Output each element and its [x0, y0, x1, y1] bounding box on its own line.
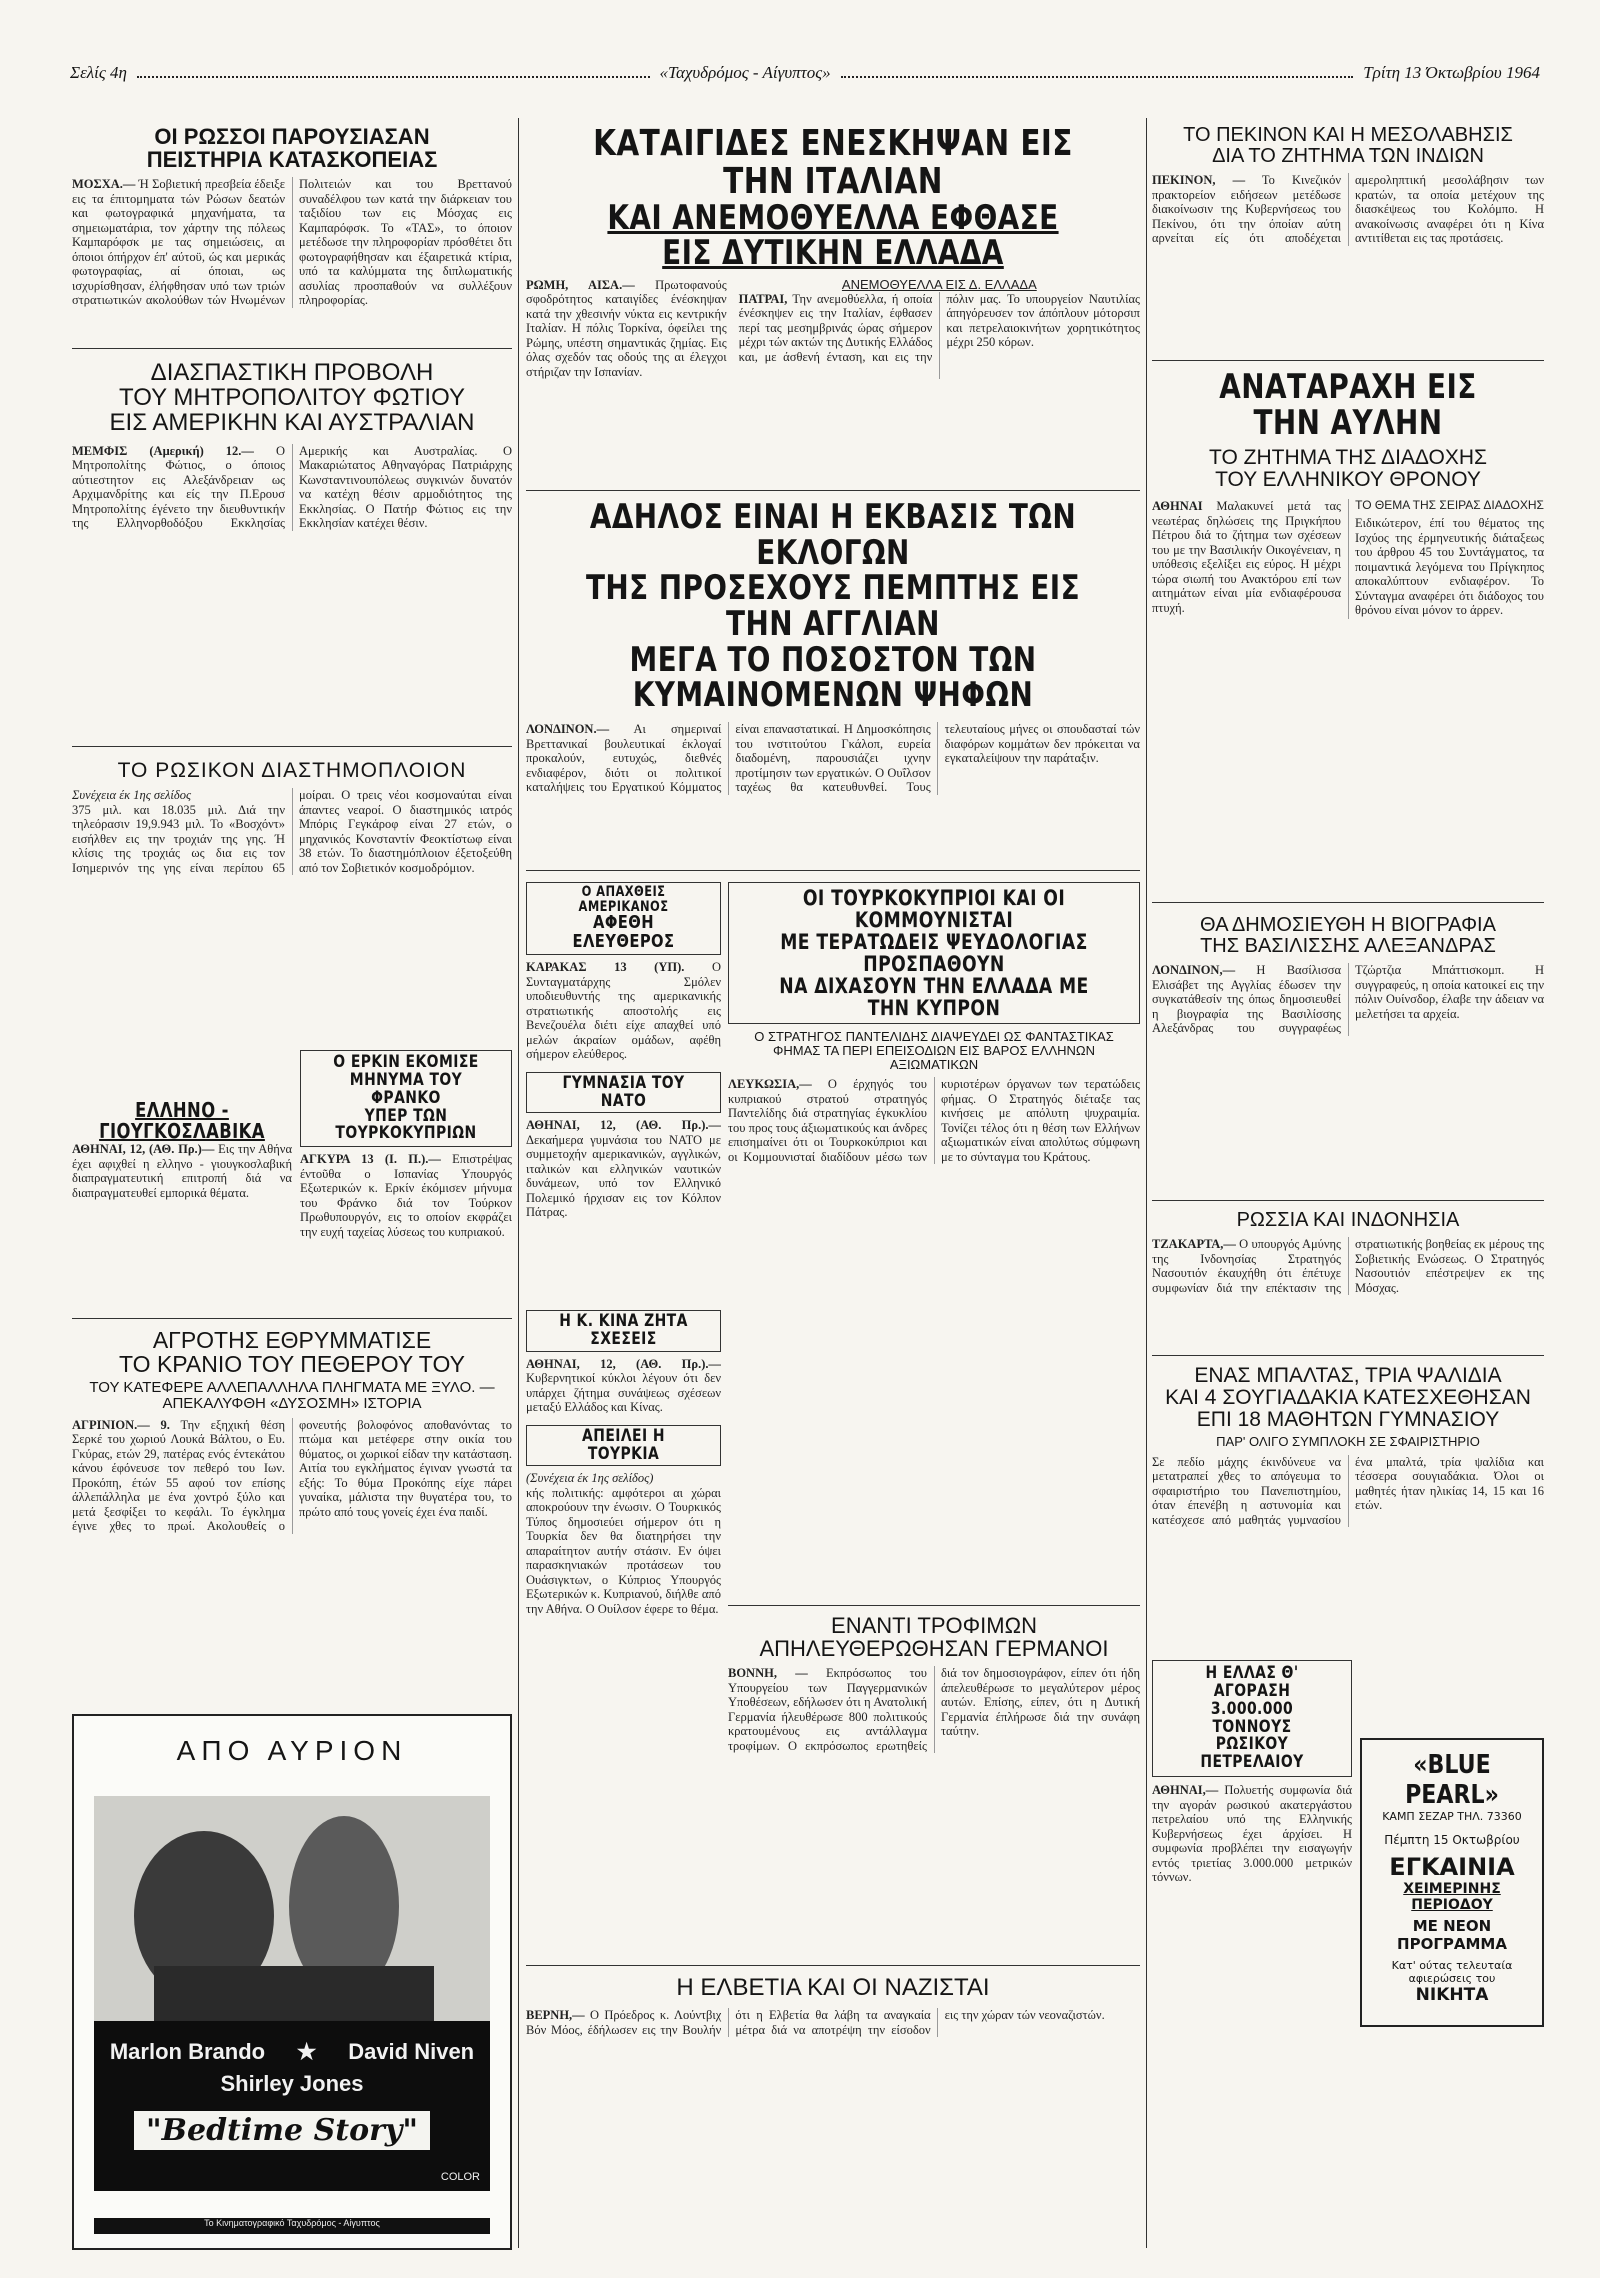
article-body — [728, 1077, 1140, 1164]
article-body — [72, 1418, 512, 1534]
dateline: ΑΓΚΥΡΑ 13 (Ι. Π.).— — [300, 1152, 441, 1167]
headline: ΤΟ ΠΕΚΙΝΟΝ ΚΑΙ Η ΜΕΣΟΛΑΒΗΣΙΣ — [1183, 125, 1513, 146]
article-text: Η Βασίλισσα Ελισάβετ της Αγγλίας έδωσεν την συγκατάθεσίν της όπως δημοσιευθεί η βιογραφία της Βασιλίσσης Αλεξάνδρας του συγγραφέως Τζώρτζια Μπάττισκομπ. Η συγγραφεύς, η οποία κατοικεί εις την πόλιν Ουίνσδορ, έλαβε την άδειαν να μελετήσει τα αρχεία. — [1152, 963, 1544, 1035]
article-text: Επιστρέψας έντοῦθα ο Ισπανίας Υπουργός Εξωτερικών κ. Ερκίν έκόμισεν μήνυμα του Φράνκο διά τον Τούρκον Πρωθυπουργόν, εις το οποίον εκφράζει την ευχή ταχείας λύσεως του κυπριακού. — [300, 1152, 512, 1239]
section-rule — [728, 1605, 1140, 1606]
article-text: Δεκαήμερα γυμνάσια του ΝΑΤΟ με συμμετοχήν αμερικανικών, αγγλικών, ιταλικών και ελληνικών ναυτικών δυνάμεων, υπό τον Ελληνικό Πολεμικό ήρχισαν εις τον Κόλπον Πάτρας. — [526, 1132, 721, 1220]
dateline: ΠΕΚΙΝΟΝ, — — [1152, 173, 1246, 187]
headline: ΜΗΝΥΜΑ ΤΟΥ ΦΡΑΝΚΟ — [349, 1069, 463, 1108]
article-text: Εκπρόσωπος του Υπουργείου των Παγγερμανικών Υποθέσεων, εδήλωσεν ότι η Ανατολική Γερμανία ήλευθέρωσε 800 πολιτικούς κρατουμένους εις αντάλλαγμα τροφίμων. Ο εκπρόσωπος ερωτηθείς διά τον δημοσιογράφον, είπεν ότι ήδη άπελευθέρωσε το μεγαλύτερον μέρος αυτών. Επίσης, είπεν, ότι η Δυτική Γερμανία έπλήρωσε διά την συνάφη ταύτην. — [728, 1666, 1140, 1753]
article-text: 375 μιλ. και 18.035 μιλ. Διά την τηλεόρασιν 19,9.943 μιλ. Το «Βοσχόντ» εισήλθεν εις την τροχιάν της γης. Ή κλίσις της τροχιάς ως δια εις τον Ισημερινόν της γης είναι περίπου 65 μοίραι. Ο τρεις νέοι κοσμοναύται είναι άπαντες νεαροί. Ο διαστημικός ιατρός Μπόρις Γεγκάροφ είναι 27 ετών, ο μηχανικός Κονσταντίν Φεοκτίστωφ είναι 38 ετών. Το διαστημόπλοιον έξετοξεύθη από τον Σοβιετικόν κοσμοδρόμιον. — [72, 788, 512, 875]
article-storms-italy — [526, 125, 1140, 485]
article-greek-yugoslav — [72, 1100, 292, 1290]
ad-footer-strip: Το Κινηματογραφικό Ταχυδρόμος - Αίγυπτος — [94, 2218, 490, 2234]
article-text: Την ανεμοθύελλα, ή οποία ένέσκηψεν εις την Ιταλίαν, έφθασεν περί τας μεσημβρινάς ώρας σήμερον μέχρι τών ακτών της Δυτικής Ελλάδος και, με άσθενή ένταση, και εις την πόλιν μας. Το υπουργείον Ναυτιλίας άπηγόρευσεν τον άπόπλουν μότορσιπ και πετρελαιοκινήτων χορητικότητος μέχρι 250 κόρων. — [738, 291, 1140, 364]
headline: Ο ΑΠΑΧΘΕΙΣ ΑΜΕΡΙΚΑΝΟΣ — [578, 884, 669, 915]
actor-name: David Niven — [348, 2039, 475, 2064]
section-rule — [526, 490, 1140, 491]
headline: ΟΙ ΡΩΣΣΟΙ ΠΑΡΟΥΣΙΑΣΑΝ — [154, 125, 430, 149]
headline: ΑΝΑΤΑΡΑΧΗ ΕΙΣ ΤΗΝ ΑΥΛΗΝ — [1219, 370, 1477, 443]
article-text: Σε πεδίο μάχης έκινδύνευε να μετατραπεί χθες το απόγευμα το σφαιριστήριο του Πανεπιστημίου, όταν έπενέβη η αστυνομία και κατέσχεσε από μαθητάς γυμνασίου ένα μπαλτά, τρία ψαλίδια και τέσσερα σουγιαδάκια. Όλοι οι μαθητές ήταν ηλικίας 14, 15 και 16 ετών. — [1152, 1454, 1544, 1527]
headline: 3.000.000 ΤΟΝΝΟΥΣ — [1210, 1698, 1294, 1737]
article-soviet-spaceship — [72, 760, 512, 1090]
headline: ΜΕΓΑ ΤΟ ΠΟΣΟΣΤΟΝ ΤΩΝ ΚΥΜΑΙΝΟΜΕΝΩΝ ΨΗΦΩΝ — [629, 639, 1037, 716]
article-peking-mediation — [1152, 125, 1544, 355]
headline: ΑΔΗΛΟΣ ΕΙΝΑΙ Η ΕΚΒΑΣΙΣ ΤΩΝ ΕΚΛΟΓΩΝ — [589, 500, 1077, 573]
article-text: κής πολιτικής: αμφότεροι αι χώραι αποκρούουν την ένωσιν. Ο Τουρκικός Τύπος δημοσιεύει σήμερον ότι η Τουρκία δεν θα διατηρήσει την απαραίτητον αυτήν στάσιν. Εν όψει παρασκηνιακών προτάσεων του Ουάσιγκτων, ο Κύπριος Υπουργός Εξωτερικών κ. Κυπριανού, διήλθε από την Αθήνα. Ο Ουίλσον έφερε το θέμα. — [526, 1485, 721, 1616]
article-body — [1152, 1783, 1352, 1885]
subheadline: ΤΟ ΘΕΜΑ ΤΗΣ ΣΕΙΡΑΣ ΔΙΑΔΟΧΗΣ — [1355, 498, 1544, 513]
section-rule — [1152, 1355, 1544, 1356]
article-russia-indonesia — [1152, 1210, 1544, 1350]
headline: ΚΑΙ 4 ΣΟΥΓΙΑΔΑΚΙΑ ΚΑΤΕΣΧΕΘΗΣΑΝ — [1165, 1386, 1531, 1410]
star-icon: ★ — [296, 2039, 317, 2064]
article-body — [1152, 963, 1544, 1036]
article-text: Ειδικώτερον, έπί του θέματος της Ισχύος της έρμηνευτικής διάταξεως του άρθρου 45 του Συντάγματος, τα ποιμαντικά λεγόμενα του Πρίγκηπος αποκαλύπτουν ενδιαφέρον. Το Σύνταγμα αναφέρει ότι διάδοχος του θρόνου είναι μόνον το άρρεν. — [1355, 516, 1544, 618]
dateline: ΒΕΡΝΗ,— — [526, 2008, 585, 2023]
article-body — [72, 444, 512, 531]
headline: ΝΑ ΔΙΧΑΣΟΥΝ ΤΗΝ ΕΛΛΑΔΑ ΜΕ ΤΗΝ ΚΥΠΡΟΝ — [779, 974, 1089, 1021]
article-body — [1152, 1455, 1544, 1528]
headline: ΠΕΙΣΤΗΡΙΑ ΚΑΤΑΣΚΟΠΕΙΑΣ — [146, 147, 438, 173]
page-number: Σελίς 4η — [70, 63, 127, 82]
film-advertisement — [72, 1714, 512, 2250]
headline: ΚΑΤΑΙΓΙΔΕΣ ΕΝΕΣΚΗΨΑΝ ΕΙΣ ΤΗΝ ΙΤΑΛΙΑΝ — [593, 125, 1073, 202]
headline: ΤΗΣ ΒΑΣΙΛΙΣΣΗΣ ΑΛΕΞΑΝΔΡΑΣ — [1200, 935, 1496, 957]
ad-line: ΧΕΙΜΕΡΙΝΗΣ ΠΕΡΙΟΔΟΥ — [1403, 1881, 1501, 1913]
dateline: ΜΕΜΦΙΣ (Αμερική) 12.— — [72, 443, 254, 458]
article-text: Ο Συνταγματάρχης Σμόλεν υποδιευθυντής της αμερικανικής στρατιωτικής αποστολής εις Βενεζουέλα διέτι είχε απαχθεί υπό μελών άκραίων ομάδων, αφέθη σήμερον ελεύθερος. — [526, 960, 721, 1062]
section-rule — [1152, 1200, 1544, 1201]
article-body — [526, 1118, 721, 1220]
film-still-illustration — [94, 1796, 490, 2021]
article-body — [526, 278, 727, 380]
article-british-elections — [526, 500, 1140, 865]
article-text: Ή Σοβιετική πρεσβεία έδειξε εις τα έπιτομηματα τών Ρώσων δεατών και φωτογραφικά μηχανήματα, τα σημειωματάρια, τον χάρτην της πόλεως Καμπαρόφσκ με τας σημειώσεις, αι όποιοι όπήρχον έπ' αύτοϋ, ώς και μερικάς φωτογραφίας, αί όποιαι, ως ισχυρίσθησαν, έλήφθησαν υπό των τριών στρατιωτικών ακολούθων τών Ηνωμένων Πολιτειών και του Βρεττανού συναδέλφου των κατά την διάρκειαν του ταξιδίου των εις Μόσχας εις Καμπαρόφσκ. Το «ΤΑΣ», το όποιον μετέδωσε την πληροφορίαν πρόσθέτει δτι φωτογραφήθησαν και έξαιρετικά κτίρια, υπό τα καλύμματα της διπλωματικής ασυλίας προσπαθούν να συλλέξουν πληροφορίας. — [72, 177, 512, 308]
headline: ΚΑΙ ΑΝΕΜΟΘΥΕΛΛΑ ΕΦΘΑΣΕ ΕΙΣ ΔΥΤΙΚΗΝ ΕΛΛΑΔΑ — [607, 197, 1059, 274]
ad-line: ΝΙΚΗΤΑ — [1415, 1985, 1489, 2005]
section-rule — [526, 870, 1140, 871]
article-china-relations — [526, 1310, 721, 1760]
dateline: ΛΕΥΚΩΣΙΑ,— — [728, 1077, 812, 1092]
article-body — [1152, 1237, 1544, 1295]
article-american-freed — [526, 882, 721, 1302]
headline: ΕΝΑΣ ΜΠΑΛΤΑΣ, ΤΡΙΑ ΨΑΛΙΔΙΑ — [1194, 1365, 1502, 1387]
article-erkin-franco — [300, 1050, 512, 1310]
masthead — [70, 60, 1540, 86]
headline: ΤΟ ΖΗΤΗΜΑ ΤΗΣ ΔΙΑΔΟΧΗΣ — [1209, 446, 1487, 470]
subheadline: Ο ΣΤΡΑΤΗΓΟΣ ΠΑΝΤΕΛΙΔΗΣ ΔΙΑΨΕΥΔΕΙ ΩΣ ΦΑΝΤΑΣΤΙΚΑΣ ΦΗΜΑΣ ΤΑ ΠΕΡΙ ΕΠΕΙΣΟΔΙΩΝ ΕΙΣ ΒΑΡΟΣ ΕΛΛΗΝΩΝ ΑΞΙΩΜΑΤΙΚΩΝ — [754, 1029, 1114, 1072]
dateline: ΚΑΡΑΚΑΣ 13 (ΥΠ). — [526, 960, 685, 975]
masthead-dots-right — [841, 68, 1354, 78]
headline: ΔΙΑΣΠΑΣΤΙΚΗ ΠΡΟΒΟΛΗ — [150, 360, 434, 386]
article-text: Ο υπουργός Αμύνης της Ινδονησίας Στρατηγός Νασουτιόν έκαυχήθη ότι έπέτυχε συμφωνίαν διά την επέκτασιν της στρατιωτικής βοηθείας εκ μέρους της Σοβιετικής Ενώσεως. Ο Στρατηγός Νασουτιόν επέστρεψεν εκ της Μόσχας. — [1152, 1237, 1544, 1295]
actor-row — [94, 2039, 490, 2065]
section-rule — [72, 1318, 512, 1319]
headline-box — [526, 1072, 721, 1114]
headline: ΤΟ ΡΩΣΙΚΟΝ ΔΙΑΣΤΗΜΟΠΛΟΙΟΝ — [117, 760, 467, 782]
headline: ΑΦΕΘΗ ΕΛΕΥΘΕΡΟΣ — [572, 912, 675, 953]
paper-name: «Ταχυδρόμος - Αίγυπτος» — [659, 63, 831, 82]
headline: ΡΩΣΙΚΟΥ ΠΕΤΡΕΛΑΙΟΥ — [1200, 1734, 1304, 1773]
dateline: ΠΑΤΡΑΙ, — [738, 291, 788, 306]
actor-name: Shirley Jones — [220, 2071, 364, 2096]
article-body — [526, 1357, 721, 1415]
headline: ΡΩΣΣΙΑ ΚΑΙ ΙΝΔΟΝΗΣΙΑ — [1236, 1210, 1460, 1231]
article-body — [728, 1666, 1140, 1753]
masthead-dots-left — [137, 68, 650, 78]
article-body — [739, 278, 1140, 380]
article-text: Ο Πρόεδρος κ. Λούντβιχ Βόν Μόος, έδήλωσεν εις την Βουλήν ότι η Ελβετία θα λάβη τα αναγκαία μέτρα διά να αποτρέψη την είσοδον εις την χώραν τών νεοναζιστών. — [526, 2008, 1105, 2037]
dateline: ΡΩΜΗ, ΑΙΣΑ.— — [526, 277, 635, 292]
article-text: Μαλακυνεί μετά τας νεωτέρας δηλώσεις της Πριγκήπου Πέτρου διά το ζήτημα των σχέσεων του με την Βασιλικήν Οικογένειαν, η υπόθεσις εξελίξει εις εύρος. Η μέχρι τώρα σιωπή του Ανακτόρου επί των αιτημάτων είναι μία ενδιαφέρουσα πτυχή. — [1152, 499, 1341, 615]
headline: ΔΙΑ ΤΟ ΖΗΤΗΜΑ ΤΩΝ ΙΝΔΙΩΝ — [1212, 145, 1484, 167]
actor-name: Marlon Brando — [109, 2039, 266, 2064]
section-rule — [1152, 902, 1544, 903]
section-rule — [526, 1965, 1140, 1966]
blue-pearl-advertisement — [1360, 1738, 1544, 2027]
article-body — [526, 1471, 721, 1616]
article-queen-alexandra — [1152, 915, 1544, 1195]
film-billing-panel — [94, 2021, 490, 2191]
article-text: Ο Μητροπολίτης Φώτιος, ο όποιος αύτιεστητον εις Αλεξάνδρειαν ως Αρχιμανδρίτης και είς την Π.Ερουσ Μητροπολίτης έγένετο την διευθυντικήν της Ελληνορθοδόξου Εκκλησίας Αμερικής και Αυστραλίας. Ο Μακαριώτατος Αθηναγόρας Πατριάρχης Κωνσταντινουπόλεως συγκινών δυνατόν να κατέχη θέσιν αρμοδιότητος της Εκκλησίας. Ο Πατήρ Φώτιος εις την Εκκλησίαν κατέχει θέσιν. — [72, 443, 512, 531]
headline: ΘΑ ΔΗΜΟΣΙΕΥΘΗ Η ΒΙΟΓΡΑΦΙΑ — [1200, 915, 1496, 936]
venue-name: «BLUE PEARL» — [1405, 1750, 1499, 1810]
headline: ΤΗΣ ΠΡΟΣΕΧΟΥΣ ΠΕΜΠΤΗΣ ΕΙΣ ΤΗΝ ΑΓΓΛΙΑΝ — [585, 568, 1081, 645]
headline: Η Κ. ΚΙΝΑ ΖΗΤΑ ΣΧΕΣΕΙΣ — [559, 1311, 688, 1349]
article-body — [526, 2008, 1140, 2037]
article-text: Το Κινεζικόν πρακτορείον ειδήσεων μετέδωσε διακοίνωσιν της Κυβερνήσεως του Πεκίνου, ότι την όποίαν αύτη αρνείται είς ότι αποδέχεται αμεροληπτική μεσολάβησιν των κρατών, τα οποία μετέχουν της διασκέψεως του Κολόμπο. Η ανακοίνωσις αναφέρει ότι η Κίνα αντιτίθεται εις τας προτάσεις. — [1152, 173, 1544, 245]
article-russian-oil — [1152, 1660, 1352, 2130]
headline-box — [1152, 1660, 1352, 1777]
color-label: COLOR — [440, 2171, 480, 2183]
dateline: ΑΘΗΝΑΙ,— — [1152, 1783, 1219, 1798]
article-body — [1152, 499, 1544, 618]
headline-box — [526, 882, 721, 955]
article-text: Εις την Αθήνα έχει αφιχθεί η ελληνο - γιουγκοσλαβική διαπραγματευτική επιτροπή διά να διαπραγματευθεί εμπορικά θέματα. — [72, 1142, 292, 1200]
dateline: ΒΟΝΝΗ, — — [728, 1666, 808, 1681]
article-text: Πολυετής συμφωνία διά την αγοράν ρωσικού ακατεργάστου πετρελαίου υπό της Ελληνικής Κυβερνήσεως έχει άρχίσει. Η συμφωνία προβλέπει την εισαγωγήν εντός τριετίας 3.000.000 μετρικών τόννων. — [1152, 1783, 1352, 1885]
headline: ΤΟΥ ΜΗΤΡΟΠΟΛΙΤΟΥ ΦΩΤΙΟΥ — [119, 384, 465, 412]
article-text: Ο έρχηγός του κυπριακού στρατού στρατηγός Παντελίδης διά στρατηγίας έγκυκλίου του προς τους άξιωματικούς και άνδρες επισημαίνει ότι οι Τουρκοκύπριοι και οι Κομμουνισταί διαδίδουν μέσω των κυριοτέρων όργανων των τερατώδεις φήμας. Ο Στρατηγός διέταξε τας κινήσεις με απόλυτη ψυχραιμία. Τονίζει τέλος ότι η θέση των Ελλήνων αξιωματικών είναι απολύτως σύμφωνη με το σύνταγμα του Κράτους. — [728, 1077, 1140, 1164]
dateline: ΑΘΗΝΑΙ, 12, (ΑΘ. Πρ.).— — [526, 1356, 721, 1371]
headline: ΥΠΕΡ ΤΩΝ ΤΟΥΡΚΟΚΥΠΡΙΩΝ — [335, 1105, 477, 1144]
headline: Η ΕΛΒΕΤΙΑ ΚΑΙ ΟΙ ΝΑΖΙΣΤΑΙ — [676, 1975, 990, 2001]
headline: ΑΓΡΟΤΗΣ ΕΘΡΥΜΜΑΤΙΣΕ — [152, 1328, 432, 1353]
article-body — [72, 177, 512, 308]
headline: ΓΥΜΝΑΣΙΑ ΤΟΥ ΝΑΤΟ — [562, 1072, 685, 1111]
article-body — [526, 722, 1140, 795]
dateline: ΜΟΣΧΑ.— — [72, 177, 136, 192]
article-body — [72, 788, 512, 875]
headline: ΜΕ ΤΕΡΑΤΩΔΕΙΣ ΨΕΥΔΟΛΟΓΙΑΣ ΠΡΟΣΠΑΘΟΥΝ — [780, 930, 1088, 977]
headline: ΤΟΥ ΕΛΛΗΝΙΚΟΥ ΘΡΟΝΟΥ — [1215, 468, 1481, 492]
headline: ΤΟ ΚΡΑΝΙΟ ΤΟΥ ΠΕΘΕΡΟΥ ΤΟΥ — [119, 1351, 465, 1378]
continuation-note: Συνέχεια έκ 1ης σελίδος — [72, 788, 192, 803]
article-metropolitan-fotios — [72, 360, 512, 735]
article-text: Την εξηχική θέση Σερκέ του χωριού Λουκά Βάλτου, ο Ευ. Γκύρας, ετών 29, πατέρας ενός έντεκάτου κάνου έφόνευσε τον πεθερό του Ιων. Προκόπη, έτών 55 αφού τον επίσης άλλεπάλληλα με ένα χοντρό ξύλο και μετά ξεσφίξει το κεφάλι. Το έγκλημα έγινε χθες το πρωί. Ακολουθείς ο φονευτής βολοφόνος αποθανόντας το πτώμα και μετέφερε στην οικία του θύματος, οι χωρικοί είδαν την κατάσταση. Αιτία του εγκλήματος έγιναν γνωστά τα εξής: Το θύμα Προκόπης είχε πάρει γυναίκα, μάλιστα την θυγατέρα του, το πρώτο από τους γονείς έχει ένα παιδί. — [72, 1417, 512, 1534]
headline: Η ΕΛΛΑΣ Θ' ΑΓΟΡΑΣΗ — [1205, 1663, 1299, 1701]
ad-line: ΕΓΚΑΙΝΙΑ — [1389, 1853, 1515, 1881]
headline: ΕΝΑΝΤΙ ΤΡΟΦΙΜΩΝ — [831, 1614, 1037, 1638]
dateline: ΑΘΗΝΑΙ, 12, (ΑΘ. Πρ.).— — [526, 1118, 721, 1133]
article-body — [1152, 173, 1544, 246]
dateline: ΑΘΗΝΑΙ, 12, (ΑΘ. Πρ.)— — [72, 1142, 215, 1156]
article-farmer — [72, 1328, 512, 1698]
article-royal-court — [1152, 370, 1544, 895]
subheadline: ΤΟΥ ΚΑΤΕΦΕΡΕ ΑΛΛΕΠΑΛΛΗΛΑ ΠΛΗΓΜΑΤΑ ΜΕ ΞΥΛΟ. — ΑΠΕΚΑΛΥΦΘΗ «ΔΥΣΟΣΜΗ» ΙΣΤΟΡΙΑ — [89, 1379, 495, 1413]
article-text: Αι σημεριναί Βρεττανικαί βουλευτικαί έκλογαί προκαλούν, ευτυχώς, διεθνές ενδιαφέρον, διότι οι πολιτικοί καταλήψεις του Εργατικού Κόμματος είναι επαναστατικαί. Η Δημοσκόπησις του ινστιτούτου Γκάλοπ, ευρεία διαδομένη, παρουσιάζει ιχνην προτίμησιν των εργατικών. Ο Ουΐλσον ταχέως θα κατευθυνθεί. Τους τελευταίους μήνες οι σπουδασταί τών διαφόρων κομμάτων δεν πρόκειται να εγκαταλείψουν την παράταξιν. — [526, 722, 1140, 795]
headline: ΟΙ ΤΟΥΡΚΟΚΥΠΡΙΟΙ ΚΑΙ ΟΙ ΚΟΜΜΟΥΝΙΣΤΑΙ — [802, 886, 1066, 933]
section-rule — [72, 348, 512, 349]
venue-address: ΚΑΜΠ ΣΕΖΑΡ ΤΗΛ. 73360 — [1382, 1810, 1522, 1823]
event-date: Πέμπτη 15 Οκτωβρίου — [1384, 1833, 1520, 1847]
subheadline: ΑΝΕΜΟΘΥΕΛΛΑ ΕΙΣ Δ. ΕΛΛΑΔΑ — [841, 276, 1037, 292]
headline-box — [526, 1425, 721, 1467]
headline: ΑΠΕΙΛΕΙ Η ΤΟΥΡΚΙΑ — [582, 1425, 665, 1464]
article-text: Κυβερνητικοί κύκλοι λέγουν ότι δεν υπάρχει ζήτημα συνάψεως σχέσεων μεταξύ Ελλάδος και Κίνας. — [526, 1371, 721, 1415]
issue-date: Τρίτη 13 Όκτωβρίου 1964 — [1363, 63, 1540, 82]
article-switzerland-nazis — [526, 1975, 1140, 2255]
ad-line: Κατ' ούτας τελευταία αφιερώσεις του — [1391, 1959, 1513, 1985]
headline: ΕΠΙ 18 ΜΑΘΗΤΩΝ ΓΥΜΝΑΣΙΟΥ — [1196, 1408, 1500, 1432]
article-body — [72, 1142, 292, 1200]
ad-header: ΑΠΟ ΑΥΡΙΟΝ — [176, 1735, 408, 1766]
headline-box — [526, 1310, 721, 1352]
article-freed-germans — [728, 1614, 1140, 1914]
ad-line: ΜΕ ΝΕΟΝ ΠΡΟΓΡΑΜΜΑ — [1397, 1917, 1507, 1953]
section-rule — [72, 746, 512, 747]
dateline: ΑΘΗΝΑΙ — [1152, 499, 1203, 514]
article-text: Πρωτοφανούς σφοδρότητος καταιγίδες ένέσκηψαν κατά την χθεσινήν νύκτα εις κεντρικήν Ιταλίαν. Η πόλις Τορκίνα, όφείλει της Ρώμης, υπέστη σημαντικάς ζημίας. Εις όλας σχεδόν τας οδούς της αι έλεγχοι στήριζαν την Ισπανίαν. — [526, 277, 727, 379]
subheadline: ΠΑΡ' ΟΛΙΓΟ ΣΥΜΠΛΟΚΗ ΣΕ ΣΦΑΙΡΙΣΤΗΡΙΟ — [1216, 1434, 1480, 1450]
dateline: ΤΖΑΚΑΡΤΑ,— — [1152, 1237, 1236, 1251]
section-rule — [1152, 360, 1544, 361]
dateline: ΛΟΝΔΙΝΟΝ,— — [1152, 963, 1236, 977]
column-rule — [518, 118, 519, 2248]
dateline: ΑΓΡΙΝΙΟΝ.— 9. — [72, 1417, 170, 1432]
headline: ΑΠΗΛΕΥΘΕΡΩΘΗΣΑΝ ΓΕΡΜΑΝΟΙ — [759, 1636, 1109, 1662]
dateline: ΛΟΝΔΙΝΟΝ.— — [526, 722, 610, 737]
headline: ΕΛΛΗΝΟ - ΓΙΟΥΓΚΟΣΛΑΒΙΚΑ — [99, 1100, 265, 1143]
article-students-weapons — [1152, 1365, 1544, 1655]
headline: Ο ΕΡΚΙΝ ΕΚΟΜΙΣΕ — [333, 1052, 479, 1072]
film-title: "Bedtime Story" — [134, 2111, 430, 2150]
article-body — [526, 960, 721, 1062]
headline: ΕΙΣ ΑΜΕΡΙΚΗΝ ΚΑΙ ΑΥΣΤΡΑΛΙΑΝ — [109, 409, 475, 437]
article-body — [300, 1152, 512, 1239]
article-russians-spying — [72, 125, 512, 345]
headline-box — [728, 882, 1140, 1024]
article-columns — [526, 278, 1140, 380]
film-still-image — [94, 1796, 490, 2021]
headline-box — [300, 1050, 512, 1147]
article-cypriot-communists — [728, 882, 1140, 1302]
continuation-note: (Συνέχεια έκ 1ης σελίδος) — [526, 1471, 654, 1486]
column-rule — [1146, 118, 1147, 2248]
